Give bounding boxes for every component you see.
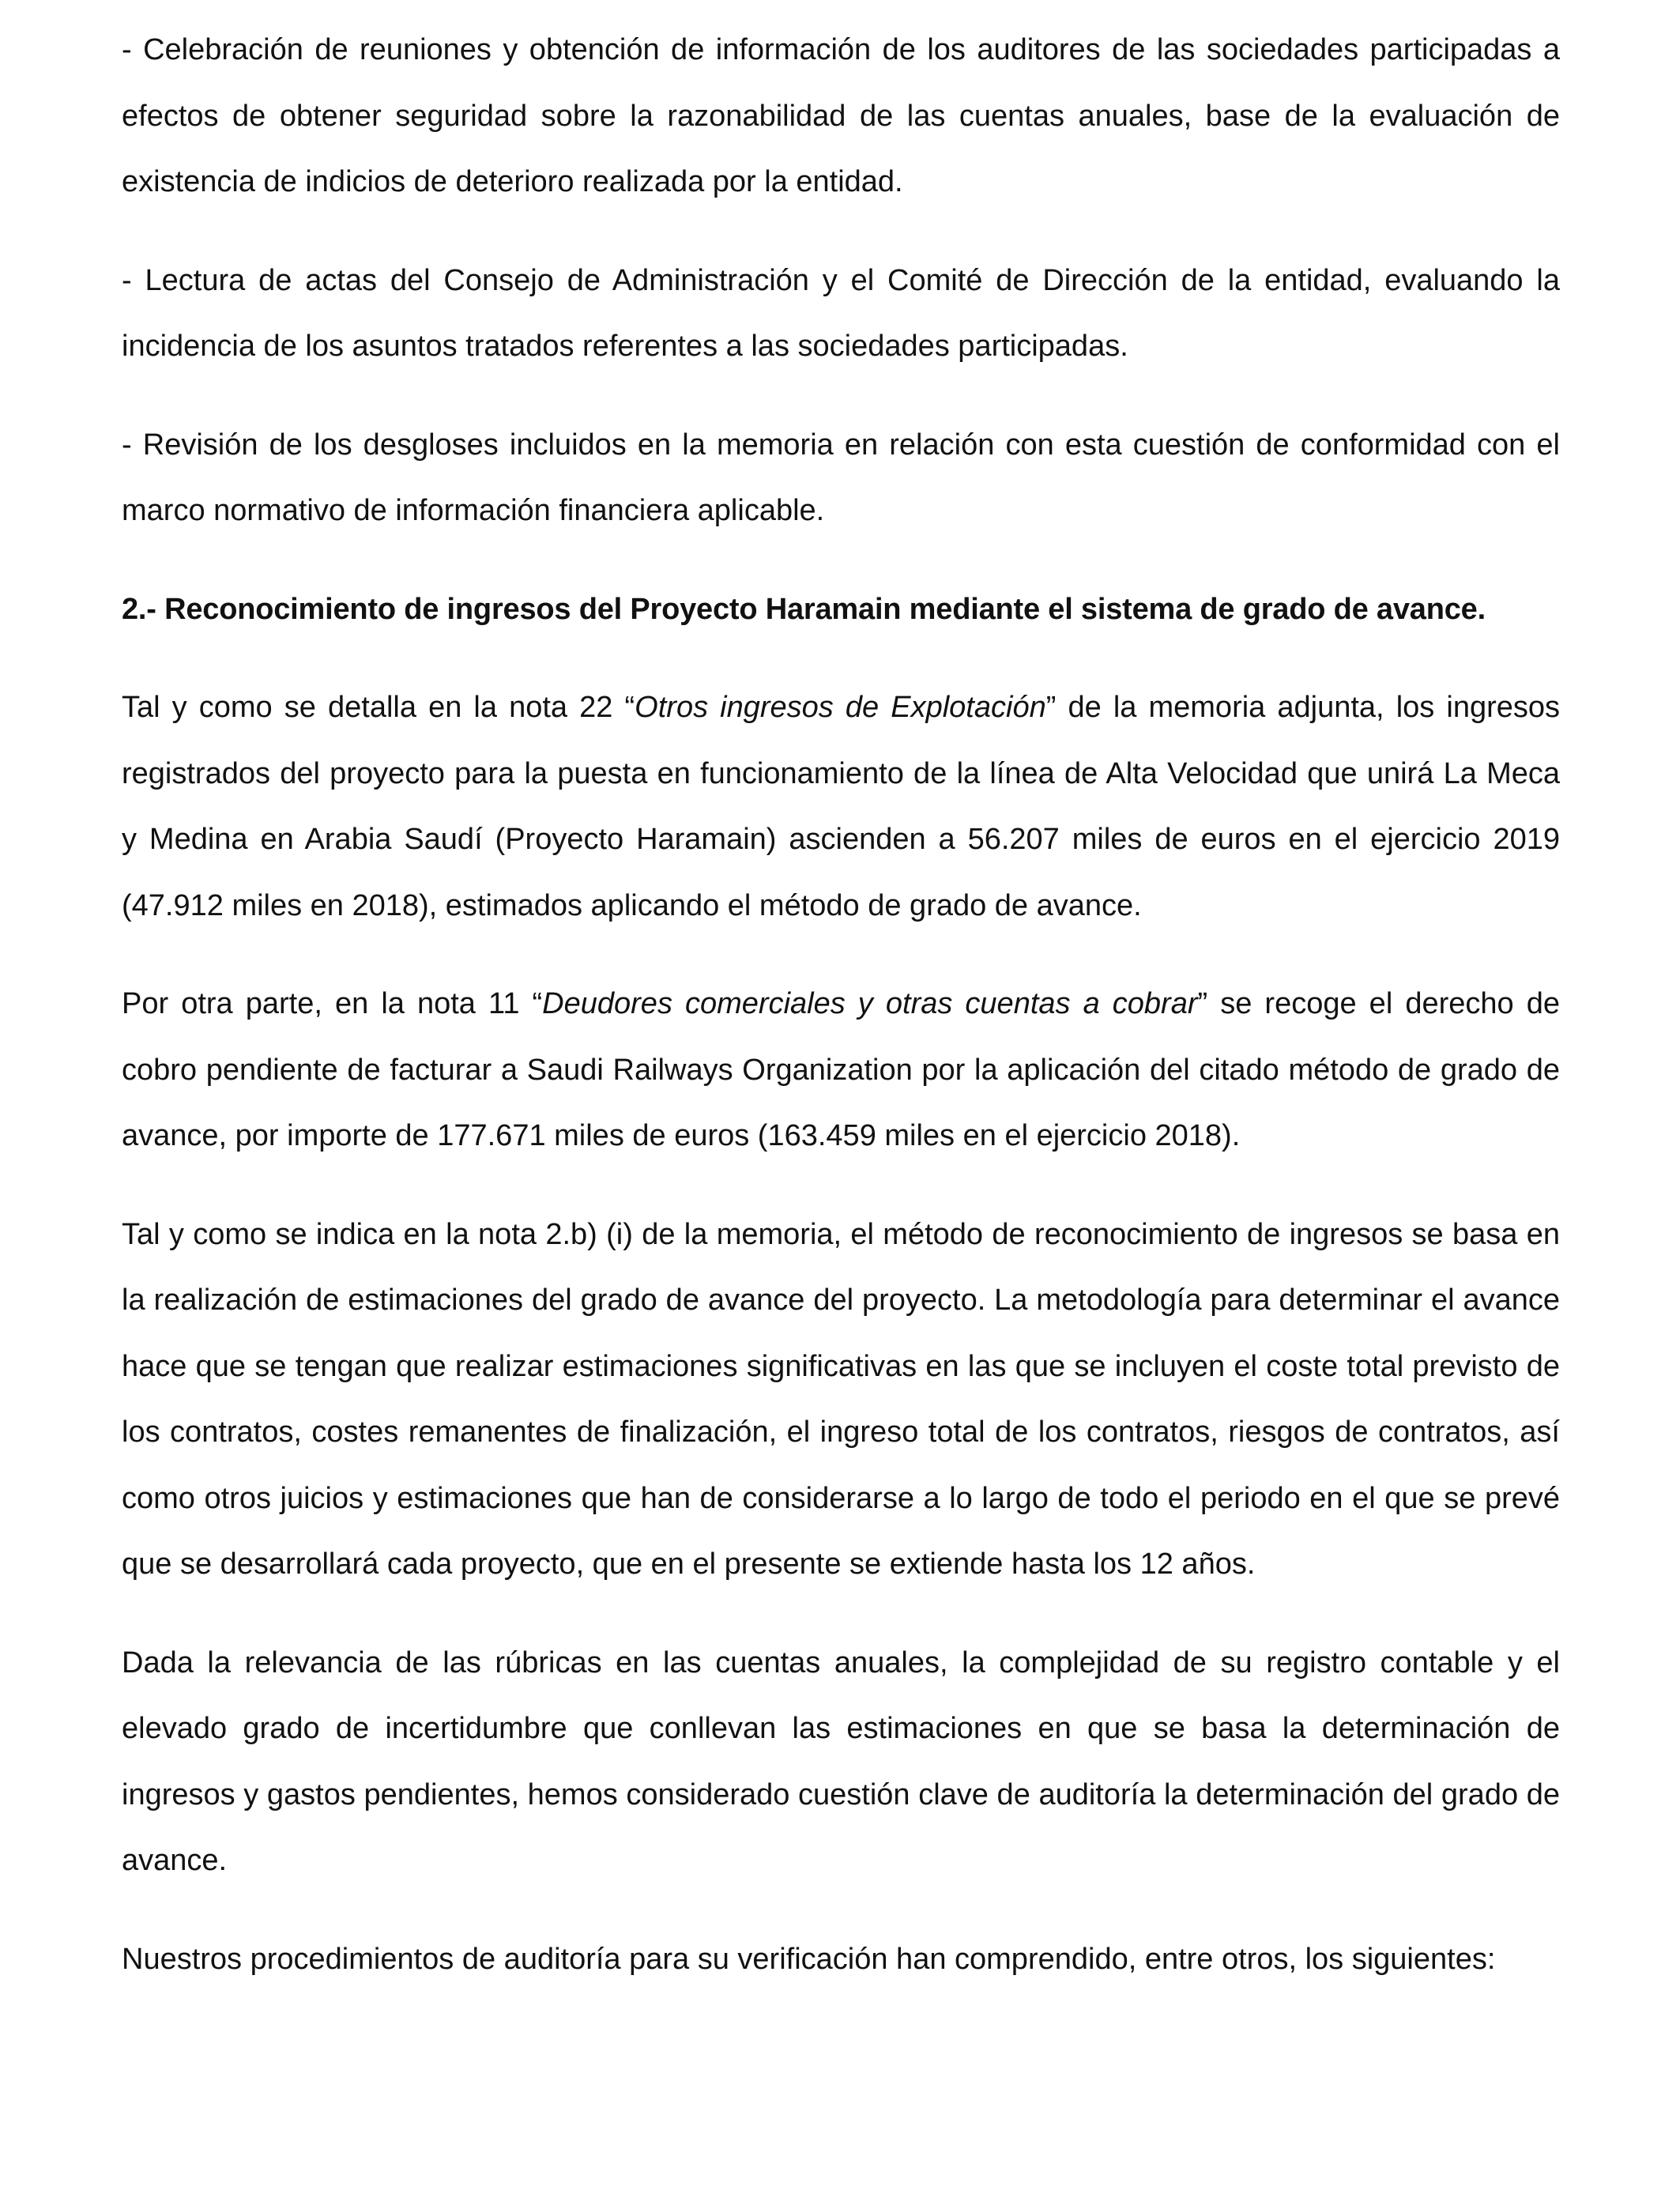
text-fragment: ” de la memoria adjunta, los ingresos registrados del proyecto para la puesta en funcionamiento de la línea de Alta Velocidad que unirá La Meca y Medina en Arabia Saudí (Proyecto Haramain) ascienden a 56.207 miles de euros en el ejercicio 2019 (47.912 miles en 2018), estimados aplicando el método de grado de avance. [122,691,1561,922]
bullet-paragraph-disclosures: - Revisión de los desgloses incluidos en la memoria en relación con esta cuestión de conformidad con el marco normativo de información financiera aplicable. [122,428,1560,527]
paragraph-revenue-note [122,675,1560,939]
text-fragment: Por otra parte, en la nota 11 “ [122,987,543,1020]
bullet-paragraph-meetings: - Celebración de reuniones y obtención de información de los auditores de las sociedades participadas a efectos de obtener seguridad sobre la razonabilidad de las cuentas anuales, base de la evaluación de existencia de indicios de deterioro realizada por la entidad. [122,33,1560,198]
italic-note-title: Otros ingresos de Explotación [635,691,1046,724]
paragraph-methodology: Tal y como se indica en la nota 2.b) (i) de la memoria, el método de reconocimiento de ingresos se basa en la realización de estimaciones del grado de avance del proyecto. La metodología para determinar el avance hace que se tengan que realizar estimaciones significativas en las que se incluyen el coste total previsto de los contratos, costes remanentes de finalización, el ingreso total de los contratos, riesgos de contratos, así como otros juicios y estimaciones que han de considerarse a lo largo de todo el periodo en el que se prevé que se desarrollará cada proyecto, que en el presente se extiende hasta los 12 años. [122,1217,1560,1581]
bullet-paragraph-minutes: - Lectura de actas del Consejo de Administración y el Comité de Dirección de la entidad, evaluando la incidencia de los asuntos tratados referentes a las sociedades participadas. [122,263,1560,363]
text-fragment: ” se recoge el derecho de cobro pendiente de facturar a Saudi Railways Organization por la aplicación del citado método de grado de avance, por importe de 177.671 miles de euros (163.459 miles en el ejercicio 2018). [122,987,1560,1152]
paragraph-procedures: Nuestros procedimientos de auditoría para su verificación han comprendido, entre otros, los siguientes: [122,1942,1496,1976]
paragraph-key-audit-matter: Dada la relevancia de las rúbricas en las cuentas anuales, la complejidad de su registro contable y el elevado grado de incertidumbre que conllevan las estimaciones en que se basa la determinación de ingresos y gastos pendientes, hemos considerado cuestión clave de auditoría la determinación del grado de avance. [122,1646,1560,1877]
section-heading: 2.- Reconocimiento de ingresos del Proyecto Haramain mediante el sistema de grado de avance. [122,592,1486,626]
paragraph-receivables-note [122,971,1560,1170]
italic-note-title: Deudores comerciales y otras cuentas a cobrar [542,987,1198,1020]
document-page [122,17,1560,1992]
text-fragment: Tal y como se detalla en la nota 22 “ [122,691,635,724]
